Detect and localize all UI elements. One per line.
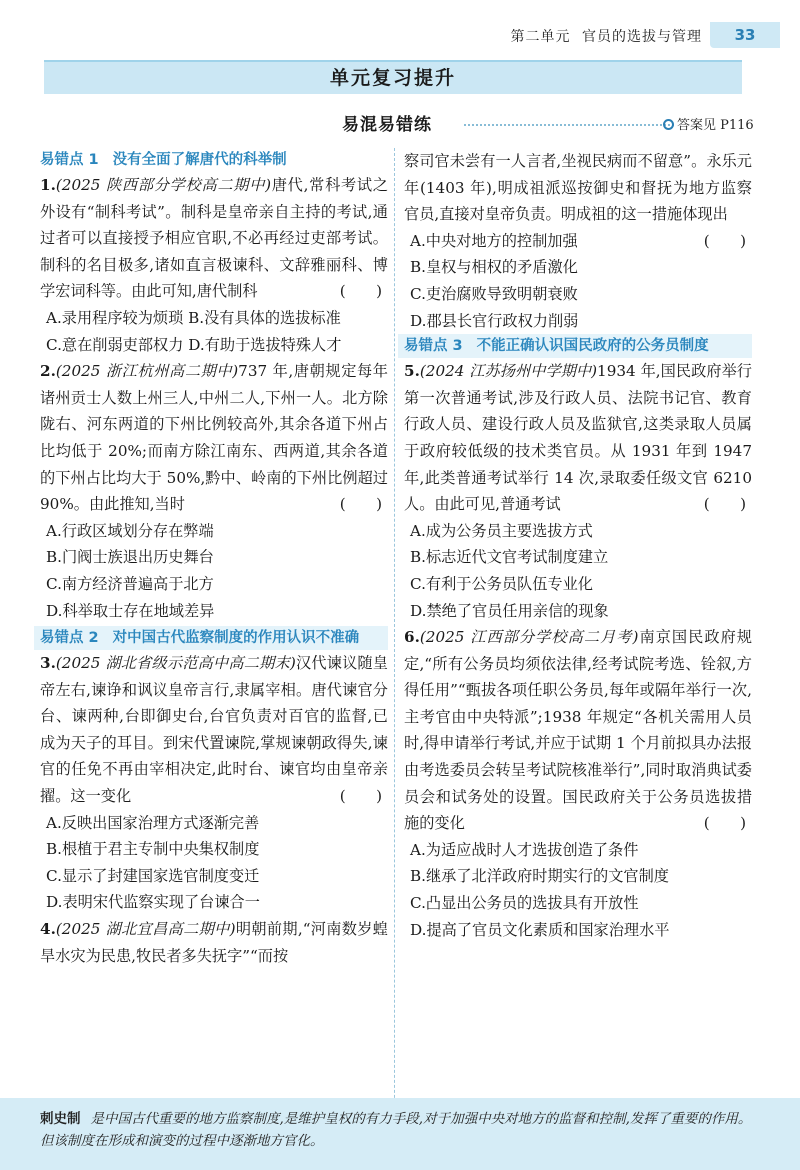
- answer-blank: ( ): [703, 495, 746, 514]
- running-head: [505, 26, 702, 46]
- option-d: D.科举取士存在地域差异: [46, 601, 215, 620]
- question-1: [40, 172, 388, 305]
- error-point-label: 易错点 2: [40, 630, 99, 647]
- exercise-subhead: [40, 108, 760, 140]
- answer-blank: ( ): [703, 814, 746, 833]
- error-point-title: 对中国古代监察制度的作用认识不准确: [112, 630, 360, 647]
- question-source: (2025 湖北省级示范高中高二期末): [55, 654, 296, 673]
- topic-label: 官员的选拔与管理: [582, 29, 702, 45]
- question-source: (2025 湖北宜昌高二期中): [55, 920, 236, 939]
- column-divider: [394, 148, 395, 1148]
- question-2: [40, 358, 388, 518]
- dotted-divider: [464, 124, 674, 126]
- option-a: A.中央对地方的控制加强: [410, 231, 578, 250]
- option-d: D.郡县长官行政权力削弱: [410, 311, 579, 330]
- question-number: 4.: [40, 920, 56, 939]
- option-c: C.有利于公务员队伍专业化: [410, 574, 593, 593]
- question-3: [40, 650, 388, 810]
- question-number: 5.: [404, 362, 420, 381]
- footer-term: 刺史制: [40, 1111, 81, 1127]
- question-stem: 明朝前期,“河南数岁蝗旱水灾为民患,牧民者多失抚字”“而按: [40, 920, 388, 965]
- error-point-title: 不能正确认识国民政府的公务员制度: [476, 338, 709, 355]
- option-b: B.没有具体的选拔标准: [188, 308, 341, 327]
- question-stem: 汉代谏议随皇帝左右,谏诤和讽议皇帝言行,隶属宰相。唐代谏官分台、谏两种,台即御史台,台官负责对百官的监督,已成为天子的耳目。到宋代置谏院,掌规谏朝政得失,谏官的任免不再由宰相决定,此时台、谏官均由皇帝亲擢。这一变化: [40, 654, 388, 806]
- page-header: [0, 22, 800, 52]
- error-point-title: 没有全面了解唐代的科举制: [112, 152, 287, 168]
- option-c: C.意在削弱吏部权力: [46, 335, 184, 354]
- question-stem: 737 年,唐朝规定每年诸州贡士人数上州三人,中州二人,下州一人。北方除陇右、河东两道的下州比例较高外,其余各道下州占比均低于 20%;而南方除江南东、西两道,其余各道的下州占比均大于 50%,黔中、岭南的下州比例超过 90%。由此推知,当时: [40, 362, 388, 514]
- question-stem: 1934 年,国民政府举行第一次普通考试,涉及行政人员、法院书记官、教育行政人员、建设行政人员及监狱官,这类录取人员属于政府较低级的技术类官员。从 1931 年到 1947 年,此类普通考试举行 14 次,录取委任级文官 6210 人。由此可见,普通考试: [404, 362, 752, 514]
- option-a: A.反映出国家治理方式逐渐完善: [46, 813, 260, 832]
- page-number: 33: [710, 22, 780, 48]
- option-d: D.禁绝了官员任用亲信的现象: [410, 601, 609, 620]
- section-banner: 单元复习提升: [44, 60, 742, 94]
- error-point-label: 易错点 3: [404, 338, 463, 355]
- question-source: (2025 江西部分学校高二月考): [419, 628, 639, 647]
- question-number: 6.: [404, 628, 420, 647]
- answer-blank: ( ): [339, 282, 382, 301]
- answer-blank: ( ): [339, 787, 382, 806]
- answer-blank: ( ): [339, 495, 382, 514]
- left-column: [40, 148, 388, 969]
- option-row: [40, 332, 388, 359]
- option-a: A.为适应战时人才选拔创造了条件: [410, 840, 639, 859]
- footer-body: 是中国古代重要的地方监察制度,是维护皇权的有力手段,对于加强中央对地方的监督和控制,发挥了重要的作用。但该制度在形成和演变的过程中逐渐地方官化。: [40, 1111, 752, 1149]
- answer-reference: [663, 114, 754, 133]
- error-point-3: [398, 334, 752, 358]
- question-stem: 察司官未尝有一人言者,坐视民病而不留意”。永乐元年(1403 年),明成祖派巡按御史和督抚为地方监察官员,直接对皇帝负责。明成祖的这一措施体现出: [404, 152, 752, 224]
- error-point-1: [40, 148, 388, 172]
- option-b: B.标志近代文官考试制度建立: [410, 548, 609, 567]
- question-6: [404, 624, 752, 837]
- option-row: [40, 305, 388, 332]
- unit-label: 第二单元: [510, 29, 571, 45]
- question-stem: 南京国民政府规定,“所有公务员均须依法律,经考试院考选、铨叙,方得任用”“甄拔各项任职公务员,每年或隔年举行一次,主考官由中央特派”;1938 年规定“各机关需用人员时,得申请举行考试,并应于试期 1 个月前拟具办法报由考选委员会转呈考试院核准举行”,同时取消典试委员会和试务处的设置。国民政府关于公务员选拔措施的变化: [404, 628, 752, 833]
- option-d: D.表明宋代监察实现了台谏合一: [46, 893, 260, 912]
- question-number: 1.: [40, 176, 56, 194]
- exercise-title: 易混易错练: [342, 110, 432, 135]
- footer-note-text: [40, 1108, 760, 1152]
- option-a: A.成为公务员主要选拔方式: [410, 521, 593, 540]
- option-c: C.吏治腐败导致明朝衰败: [410, 284, 578, 303]
- option-d: D.提高了官员文化素质和国家治理水平: [410, 920, 670, 939]
- option-c: C.南方经济普遍高于北方: [46, 574, 214, 593]
- option-b: B.皇权与相权的矛盾激化: [410, 258, 578, 277]
- option-b: B.门阀士族退出历史舞台: [46, 548, 214, 567]
- option-a: A.行政区域划分存在弊端: [46, 521, 214, 540]
- option-d: D.有助于选拔特殊人才: [188, 335, 342, 354]
- error-point-label: 易错点 1: [40, 152, 99, 168]
- footer-note: [0, 1098, 800, 1170]
- option-a: A.录用程序较为烦琐: [46, 308, 184, 327]
- answer-blank: ( ): [703, 231, 746, 250]
- question-5: [404, 358, 752, 518]
- question-number: 3.: [40, 654, 56, 673]
- option-b: B.继承了北洋政府时期实行的文官制度: [410, 867, 669, 886]
- question-stem: 唐代,常科考试之外设有“制科考试”。制科是皇帝亲自主持的考试,通过者可以直接授予相应官职,不必再经过吏部考试。制科的名目极多,诸如直言极谏科、文辞雅丽科、博学宏词科等。由此可知,唐代制科: [40, 176, 388, 301]
- error-point-2: [34, 626, 388, 650]
- answer-reference-text: 答案见 P116: [677, 118, 754, 133]
- question-source: (2024 江苏扬州中学期中): [419, 362, 598, 381]
- option-b: B.根植于君主专制中央集权制度: [46, 840, 260, 859]
- option-c: C.凸显出公务员的选拔具有开放性: [410, 894, 639, 913]
- question-4: [40, 916, 388, 969]
- question-number: 2.: [40, 362, 56, 381]
- search-icon: [663, 119, 674, 130]
- question-source: (2025 陕西部分学校高二期中): [55, 176, 272, 194]
- question-source: (2025 浙江杭州高二期中): [55, 362, 239, 381]
- right-column: [404, 148, 752, 943]
- option-c: C.显示了封建国家选官制度变迁: [46, 866, 260, 885]
